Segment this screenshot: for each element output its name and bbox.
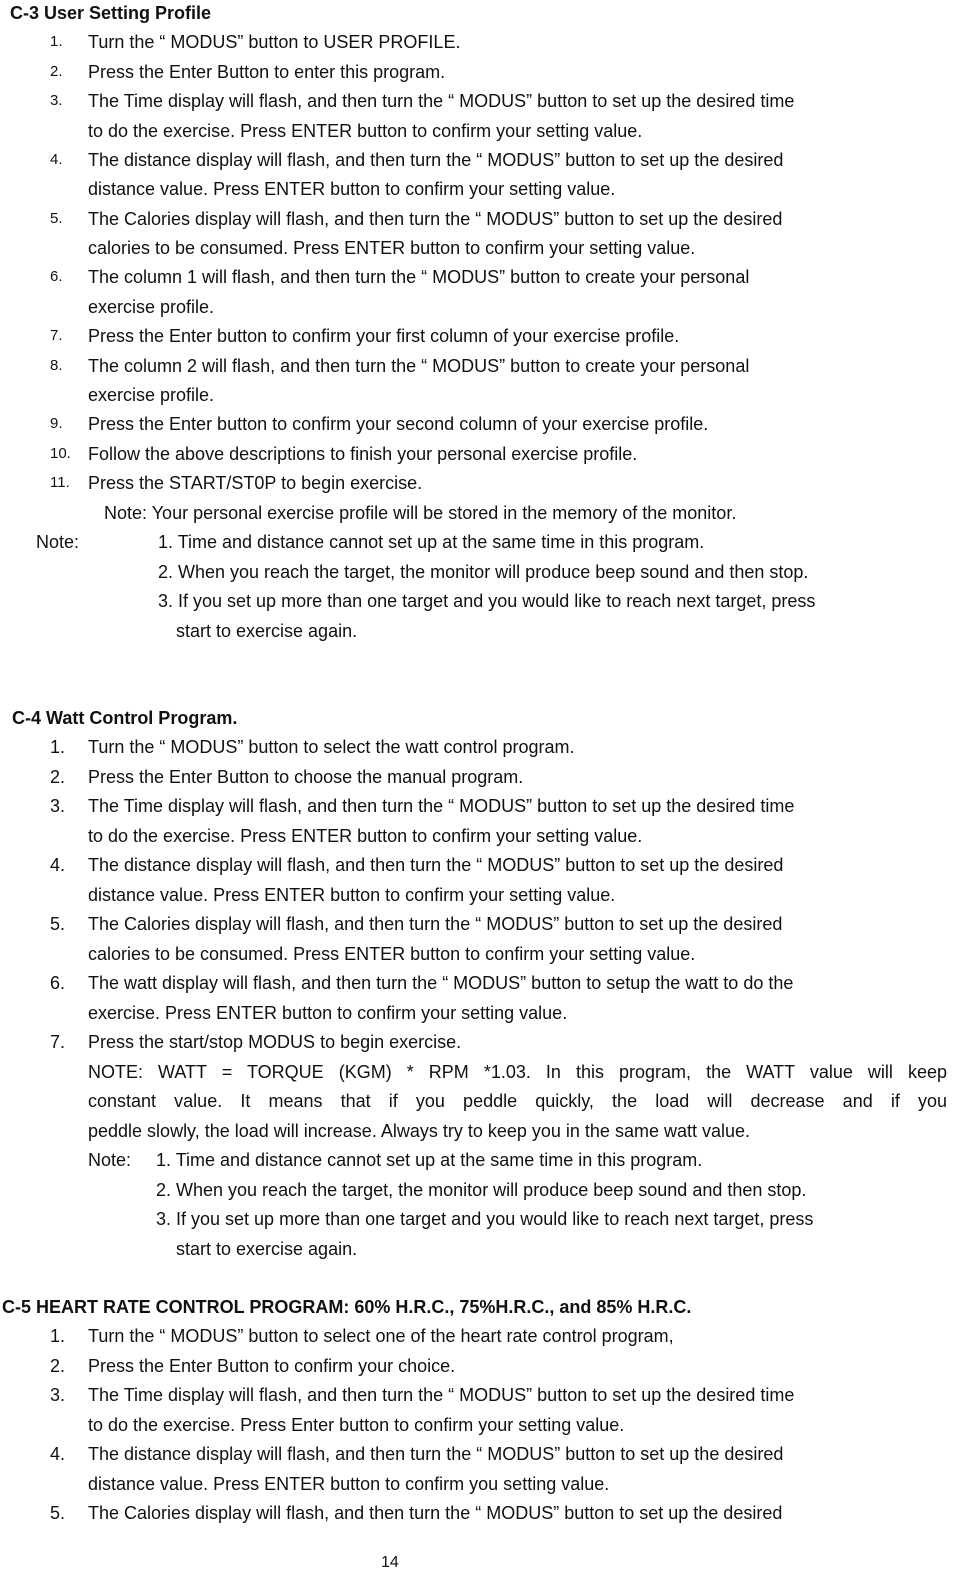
item-number: 7. [50,327,63,344]
item-number: 11. [50,474,70,491]
note-item: start to exercise again. [176,621,358,641]
item-text: The column 2 will flash, and then turn the “ MODUS” button to create your personal [88,356,750,376]
item-text: The Time display will flash, and then turn the “ MODUS” button to set up the desired time [88,1385,795,1405]
item-number: 2. [50,63,63,80]
note-label: Note: [88,1150,132,1170]
item-number: 3. [50,796,66,816]
item-number: 4. [50,151,63,168]
note-item: start to exercise again. [176,1239,358,1259]
item-number: 5. [50,1503,66,1523]
item-text: The Time display will flash, and then turn the “ MODUS” button to set up the desired time [88,796,795,816]
item-text: Press the start/stop MODUS to begin exercise. [88,1032,462,1052]
item-text: Press the START/ST0P to begin exercise. [88,473,423,493]
section-title: C-4 Watt Control Program. [12,708,238,728]
note-label: Note: [36,532,80,552]
item-number: 3. [50,1385,66,1405]
section-title: C-5 HEART RATE CONTROL PROGRAM: 60% H.R.C., 75%H.R.C., and 85% H.R.C. [2,1297,692,1317]
note-item: 3. If you set up more than one target and you would like to reach next target, press [156,1209,814,1229]
item-text: Follow the above descriptions to finish your personal exercise profile. [88,444,638,464]
item-text: distance value. Press ENTER button to confirm your setting value. [88,885,616,905]
item-number: 4. [50,855,66,875]
watt-note: peddle slowly, the load will increase. Always try to keep you in the same watt value. [88,1121,751,1141]
item-number: 5. [50,914,66,934]
item-text: Turn the “ MODUS” button to select one of the heart rate control program, [88,1326,674,1346]
watt-note: constant value. It means that if you peddle quickly, the load will decrease and if you [88,1091,947,1111]
item-text: Press the Enter button to confirm your second column of your exercise profile. [88,414,709,434]
item-text: calories to be consumed. Press ENTER button to confirm your setting value. [88,238,696,258]
item-text: exercise profile. [88,385,215,405]
item-number: 1. [50,1326,66,1346]
item-text: Press the Enter Button to choose the manual program. [88,767,524,787]
item-text: to do the exercise. Press Enter button to confirm your setting value. [88,1415,625,1435]
item-text: The Calories display will flash, and then turn the “ MODUS” button to set up the desired [88,209,783,229]
item-text: Press the Enter button to confirm your first column of your exercise profile. [88,326,680,346]
note-item: 2. When you reach the target, the monitor will produce beep sound and then stop. [156,1180,807,1200]
item-text: The watt display will flash, and then turn the “ MODUS” button to setup the watt to do the [88,973,794,993]
item-text: to do the exercise. Press ENTER button to confirm your setting value. [88,826,643,846]
item-text: distance value. Press ENTER button to confirm your setting value. [88,179,616,199]
item-text: distance value. Press ENTER button to confirm you setting value. [88,1474,610,1494]
item-number: 9. [50,415,63,432]
item-text: The Calories display will flash, and then turn the “ MODUS” button to set up the desired [88,914,783,934]
note-item: 3. If you set up more than one target and you would like to reach next target, press [158,591,816,611]
item-number: 1. [50,737,66,757]
item-text: The Calories display will flash, and then turn the “ MODUS” button to set up the desired [88,1503,783,1523]
watt-note: NOTE: WATT = TORQUE (KGM) * RPM *1.03. In this program, the WATT value will keep [88,1062,947,1082]
item-number: 4. [50,1444,66,1464]
item-text: Press the Enter Button to confirm your choice. [88,1356,456,1376]
item-number: 2. [50,767,66,787]
item-text: Turn the “ MODUS” button to select the watt control program. [88,737,575,757]
item-number: 5. [50,210,63,227]
item-number: 8. [50,357,63,374]
item-number: 7. [50,1032,66,1052]
item-text: calories to be consumed. Press ENTER button to confirm your setting value. [88,944,696,964]
item-text: exercise profile. [88,297,215,317]
item-number: 1. [50,33,63,50]
item-number: 6. [50,973,66,993]
item-text: The distance display will flash, and then turn the “ MODUS” button to set up the desired [88,150,784,170]
memory-note: Note: Your personal exercise profile will be stored in the memory of the monitor. [104,503,737,523]
item-text: The distance display will flash, and then turn the “ MODUS” button to set up the desired [88,855,784,875]
item-number: 2. [50,1356,66,1376]
item-text: Press the Enter Button to enter this program. [88,62,446,82]
item-text: to do the exercise. Press ENTER button to confirm your setting value. [88,121,643,141]
item-number: 10. [50,445,71,462]
note-item: 1. Time and distance cannot set up at the same time in this program. [158,532,705,552]
item-text: The Time display will flash, and then turn the “ MODUS” button to set up the desired time [88,91,795,111]
note-item: 2. When you reach the target, the monitor will produce beep sound and then stop. [158,562,809,582]
item-text: Turn the “ MODUS” button to USER PROFILE. [88,32,461,52]
section-title: C-3 User Setting Profile [10,3,212,23]
item-text: exercise. Press ENTER button to confirm your setting value. [88,1003,568,1023]
note-item: 1. Time and distance cannot set up at the same time in this program. [156,1150,703,1170]
item-text: The distance display will flash, and then turn the “ MODUS” button to set up the desired [88,1444,784,1464]
item-number: 6. [50,268,63,285]
item-text: The column 1 will flash, and then turn the “ MODUS” button to create your personal [88,267,750,287]
item-number: 3. [50,92,63,109]
page-number: 14 [381,1554,399,1571]
